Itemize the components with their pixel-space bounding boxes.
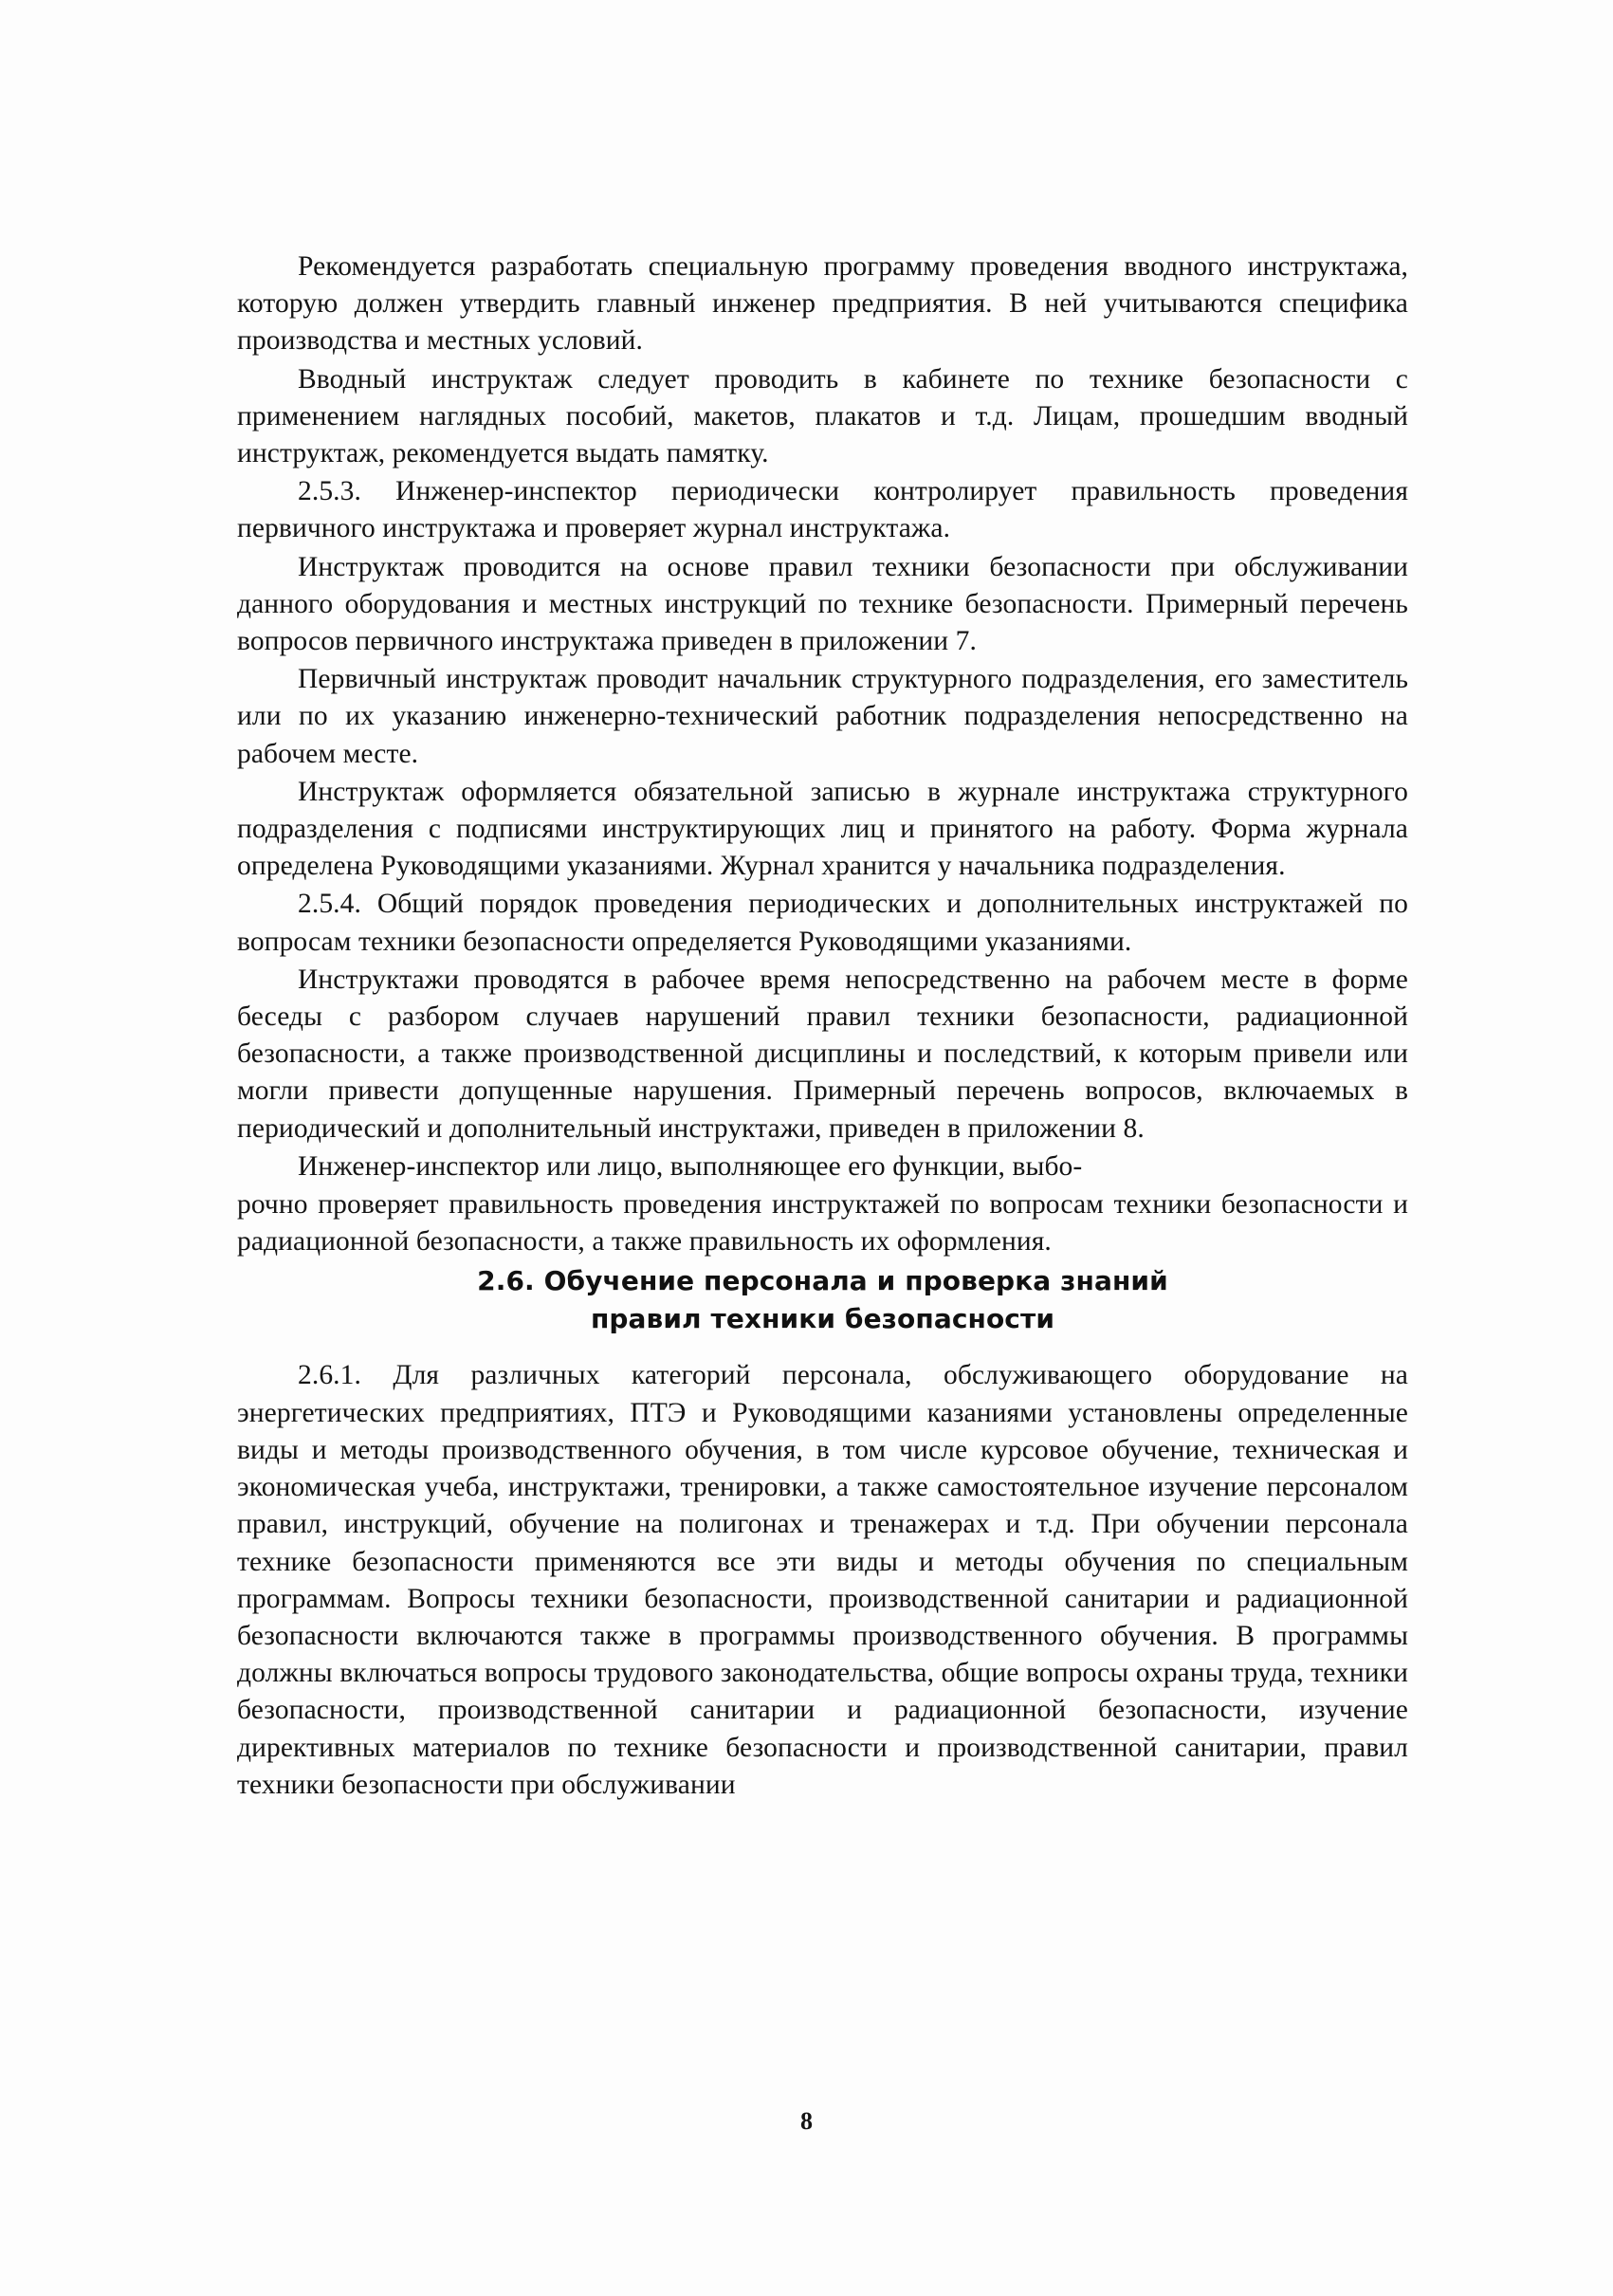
paragraph-2-5-4: 2.5.4. Общий порядок проведения периодических и дополнительных инструктажей по вопросам техники безопасности определяется Руководящими указаниями. — [237, 889, 1408, 957]
paragraph-inspector-check: Инженер-инспектор или лицо, выполняющее его функции, выбо- — [298, 1150, 1083, 1182]
paragraph-journal: Инструктаж оформляется обязательной записью в журнале инструктажа структурного подразделения с подписями инструктирующих лиц и принятого на работу. Форма журнала определена Руководящими указаниями. Журнал хранится у начальника подразделения. — [237, 776, 1408, 882]
section-heading-2-6 — [237, 1262, 1408, 1338]
paragraph-intro-program: Рекомендуется разработать специальную программу проведения вводного инструктажа, которую должен утвердить главный инженер предприятия. В ней учитываются специфика производства и местных условий. — [237, 251, 1408, 357]
section-heading-line-1: 2.6. Обучение персонала и проверка знаний — [477, 1265, 1168, 1297]
paragraph-2-5-3: 2.5.3. Инженер-инспектор периодически контролирует правильность проведения первичного инструктажа и проверяет журнал инструктажа. — [237, 476, 1408, 544]
paragraph-2-6-1: 2.6.1. Для различных категорий персонала, обслуживающего оборудование на энергетических предприятиях, ПТЭ и Руководящими казаниями установлены определенные виды и методы производственного обучения, в том числе курсовое обучение, техническая и экономическая учеба, инструктажи, тренировки, а также самостоятельное изучение персоналом правил, инструкций, обучение на полигонах и тренажерах и т.д. При обучении персонала технике безопасности применяются все эти виды и методы обучения по специальным программам. Вопросы техники безопасности, производственной санитарии и радиационной безопасности включаются также в программы производственного обучения. В программы должны включаться вопросы трудового законодательства, общие вопросы охраны труда, техники безопасности, производственной санитарии и радиационной безопасности, изучение директивных материалов по технике безопасности и производственной санитарии, правил техники безопасности при обслуживании — [237, 1360, 1408, 1800]
paragraph-inspector-check-continuation: рочно проверяет правильность проведения инструктажей по вопросам техники безопасности и радиационной безопасности, а также правильность их оформления. — [237, 1189, 1408, 1258]
paragraph-primary-basis: Инструктаж проводится на основе правил техники безопасности при обслуживании данного оборудования и местных инструкций по технике безопасности. Примерный перечень вопросов первичного инструктажа приведен в приложении 7. — [237, 551, 1408, 657]
section-heading-line-2: правил техники безопасности — [590, 1303, 1055, 1335]
page-number: 8 — [800, 2107, 813, 2135]
paragraph-primary-conductor: Первичный инструктаж проводит начальник структурного подразделения, его заместитель или по их указанию инженерно-технический работник подразделения непосредственно на рабочем месте. — [237, 664, 1408, 769]
paragraph-briefings-worktime: Инструктажи проводятся в рабочее время непосредственно на рабочем месте в форме беседы с разбором случаев нарушений правил техники безопасности, радиационной безопасности, а также производственной дисциплины и последствий, к которым привели или могли привести допущенные нарушения. Примерный перечень вопросов, включаемых в периодический и дополнительный инструктажи, приведен в приложении 8. — [237, 964, 1408, 1144]
paragraph-intro-cabinet: Вводный инструктаж следует проводить в кабинете по технике безопасности с применением наглядных пособий, макетов, плакатов и т.д. Лицам, прошедшим вводный инструктаж, рекомендуется выдать памятку. — [237, 363, 1408, 469]
page-text — [237, 248, 1408, 1805]
